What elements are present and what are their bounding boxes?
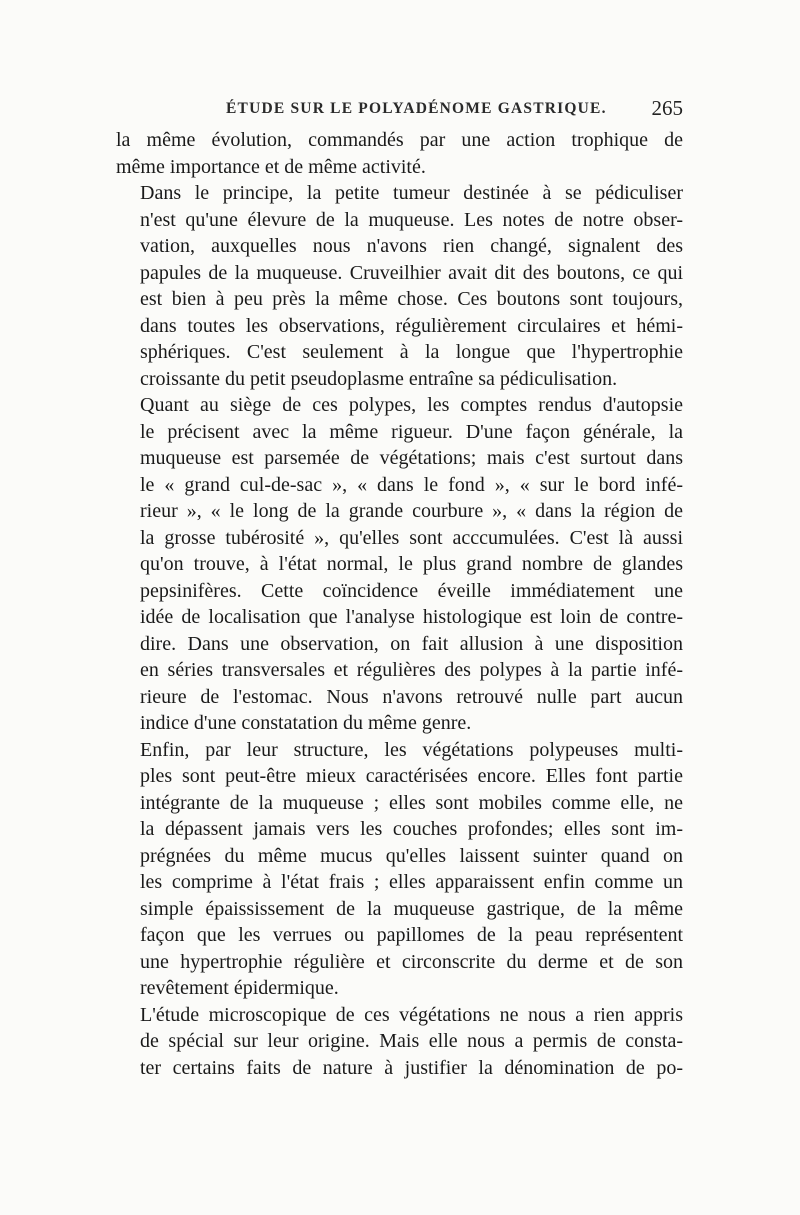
text-line: idée de localisation que l'analyse histologique est loin de contre- [140,606,683,628]
text-line: muqueuse est parsemée de végétations; mais c'est surtout dans [140,447,683,469]
text-line: rieure de l'estomac. Nous n'avons retrouvé nulle part aucun [140,685,683,708]
text-line: en séries transversales et régulières des polypes à la partie infé- [140,659,683,681]
text-line: ter certains faits de nature à justifier la dénomination de po- [140,1056,683,1079]
text-line: la même évolution, commandés par une action trophique de [116,129,683,151]
text-line: même importance et de même activité. [116,155,426,178]
text-line: pepsinifères. Cette coïncidence éveille immédiatement une [140,579,683,602]
text-line: dans toutes les observations, régulièrement circulaires et hémi- [140,314,683,337]
text-line: rieur », « le long de la grande courbure », « dans la région de [140,500,683,522]
text-line: ples sont peut-être mieux caractérisées encore. Elles font partie [140,765,683,787]
text-line: est bien à peu près la même chose. Ces boutons sont toujours, [140,288,683,310]
paragraph [116,180,683,392]
text-line: papules de la muqueuse. Cruveilhier avait dit des boutons, ce qui [140,261,683,284]
text-line: Dans le principe, la petite tumeur destinée à se pédiculiser [140,182,683,204]
text-line: la grosse tubérosité », qu'elles sont acccumulées. C'est là aussi [140,526,683,549]
paragraph [116,392,683,737]
text-line: sphériques. C'est seulement à la longue que l'hypertrophie [140,341,683,363]
text-line: de spécial sur leur origine. Mais elle nous a permis de consta- [140,1030,683,1052]
paragraph [116,737,683,1002]
text-line: les comprime à l'état frais ; elles apparaissent enfin comme un [140,871,683,893]
text-line: prégnées du même mucus qu'elles laissent suinter quand on [140,844,683,867]
text-line: revêtement épidermique. [140,977,339,999]
paragraph [116,1002,683,1082]
paragraph [116,127,683,180]
text-line: le « grand cul-de-sac », « dans le fond », « sur le bord infé- [140,473,683,496]
text-line: qu'on trouve, à l'état normal, le plus grand nombre de glandes [140,553,683,575]
text-line: n'est qu'une élevure de la muqueuse. Les notes de notre obser- [140,208,683,231]
text-line: intégrante de la muqueuse ; elles sont mobiles comme elle, ne [140,791,683,814]
text-line: la dépassent jamais vers les couches profondes; elles sont im- [140,818,683,840]
text-line: Quant au siège de ces polypes, les comptes rendus d'autopsie [140,394,683,416]
page-number: 265 [651,96,683,120]
text-line: vation, auxquelles nous n'avons rien changé, signalent des [140,235,683,257]
text-line: indice d'une constatation du même genre. [140,712,472,734]
page-header [116,96,683,126]
running-head: ÉTUDE SUR LE POLYADÉNOME GASTRIQUE. [226,100,607,117]
text-line: le précisent avec la même rigueur. D'une façon générale, la [140,420,683,443]
text-line: croissante du petit pseudoplasme entraîne sa pédiculisation. [140,367,618,390]
text-line: façon que les verrues ou papillomes de la peau représentent [140,924,683,946]
text-line: L'étude microscopique de ces végétations ne nous a rien appris [140,1003,683,1026]
text-line: simple épaississement de la muqueuse gastrique, de la même [140,897,683,920]
body-text [116,127,683,1081]
text-line: une hypertrophie régulière et circonscrite du derme et de son [140,950,683,973]
text-line: Enfin, par leur structure, les végétations polypeuses multi- [140,738,683,761]
text-line: dire. Dans une observation, on fait allusion à une disposition [140,632,683,655]
